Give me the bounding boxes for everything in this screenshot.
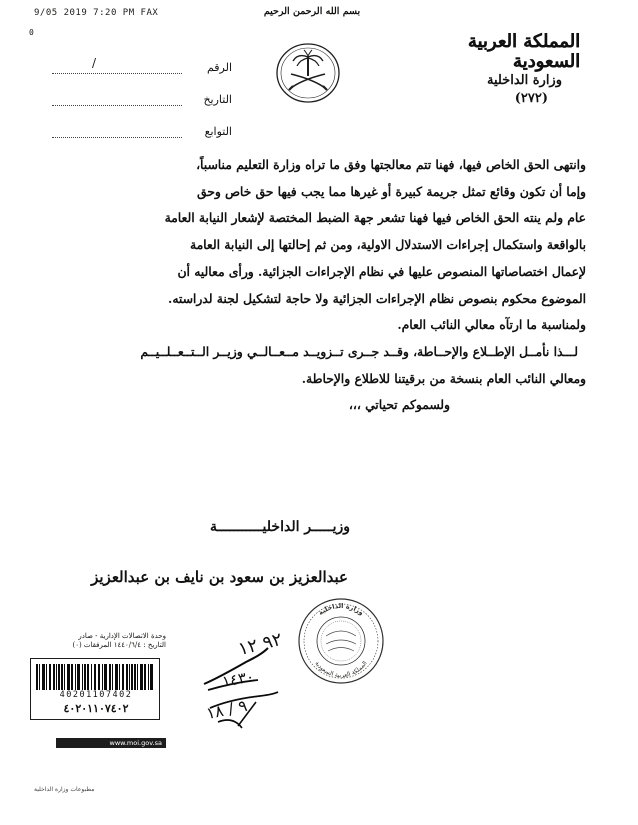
body-line: لإعمال اختصاصاتها المنصوص عليها في نظام الإجراءات الجزائية. ورأى معاليه أن bbox=[177, 263, 586, 279]
ref-row-number bbox=[52, 42, 232, 74]
barcode-bar bbox=[58, 664, 60, 690]
barcode-bar bbox=[137, 664, 138, 690]
receipt-label bbox=[30, 632, 166, 650]
barcode-bar bbox=[71, 664, 73, 690]
barcode-bar bbox=[77, 664, 80, 690]
handwritten-note-3: ٩ / ١٨ bbox=[204, 695, 249, 724]
barcode-bar bbox=[104, 664, 107, 690]
body-line: ومعالي النائب العام بنسخة من برقيتنا للاطلاع والإحاطة. bbox=[301, 370, 586, 386]
barcode-bar bbox=[119, 664, 120, 690]
letterhead-ministry bbox=[410, 32, 580, 108]
receipt-line-1: وحدة الاتصالات الإدارية - صادر bbox=[78, 632, 166, 640]
ref-number-label: الرقم bbox=[206, 61, 232, 74]
ref-date-label: التاريخ bbox=[203, 93, 232, 106]
ref-attachments-line bbox=[52, 124, 182, 138]
barcode-bar bbox=[126, 664, 128, 690]
barcode-bar bbox=[98, 664, 100, 690]
letterhead-ministry-name: وزارة الداخلية bbox=[486, 73, 562, 88]
body-line: لـــذا نأمــل الإطــلاع والإحــاطة، وقــد جــرى تــزويــد مــعــالــي وزيــر الــتــعــلــيــم bbox=[140, 343, 578, 359]
body-line: بالواقعة واستكمال إجراءات الاستدلال الاولية، ومن ثم إحالتها إلى النيابة العامة bbox=[190, 237, 586, 253]
body-line: عام ولم ينته الحق الخاص فيها فهنا تشعر جهة الضبط المختصة لإشعار النيابة العامة bbox=[164, 210, 586, 226]
closing-greeting: ولسموكم تحياتي ،،، bbox=[348, 397, 450, 413]
barcode-bar bbox=[49, 664, 51, 690]
barcode-bar bbox=[129, 664, 130, 690]
barcode-bar bbox=[42, 664, 45, 690]
body-line: وإما أن تكون وقائع تمثل جريمة كبيرة أو غيرها مما يجب فيها حق خاص وحق bbox=[196, 183, 586, 199]
minister-title: وزيـــــر الداخليـــــــــــة bbox=[209, 519, 350, 535]
barcode-bar bbox=[122, 664, 124, 690]
ref-row-date bbox=[52, 74, 232, 106]
barcode-bar bbox=[148, 664, 149, 690]
body-line: ولمناسبة ما ارتآه معالي النائب العام. bbox=[397, 317, 586, 333]
barcode-bar bbox=[102, 664, 103, 690]
handwritten-note-2: ١٤٣٠ bbox=[220, 667, 256, 691]
barcode-bar bbox=[82, 664, 83, 690]
barcode-bar bbox=[46, 664, 47, 690]
reference-fields bbox=[52, 42, 232, 138]
margin-mark: 0 bbox=[29, 28, 34, 37]
barcode-bar bbox=[75, 664, 76, 690]
barcode-bar bbox=[56, 664, 57, 690]
barcode-bar bbox=[87, 664, 89, 690]
ref-attachments-label: التوابع bbox=[204, 125, 232, 138]
barcode-digits: 40201107402 bbox=[59, 690, 133, 700]
basmala-header: بسم الله الرحمن الرحيم bbox=[263, 6, 361, 17]
barcode-arabic-digits: ٤٠٢٠١١٠٧٤٠٢ bbox=[63, 702, 129, 715]
barcode-bar bbox=[115, 664, 118, 690]
body-line: الموضوع محكوم بنصوص نظام الإجراءات الجزائية ولا حاجة لتشكيل لجنة لدراسته. bbox=[168, 290, 586, 306]
letterhead-kingdom: المملكة العربية السعودية bbox=[467, 31, 580, 72]
body-line: وانتهى الحق الخاص فيها، فهنا تتم معالجتها وفق ما تراه وزارة التعليم مناسباً، bbox=[196, 157, 586, 172]
barcode-bar bbox=[39, 664, 40, 690]
website-label: www.moi.gov.sa bbox=[56, 738, 166, 748]
barcode-bar bbox=[131, 664, 133, 690]
svg-text:المملكة العربية السعودية bbox=[313, 660, 369, 679]
footer-mark: مطبوعات وزارة الداخلية bbox=[34, 786, 95, 793]
barcode-bar bbox=[91, 664, 92, 690]
barcode-bar bbox=[36, 664, 38, 690]
ref-row-attachments bbox=[52, 106, 232, 138]
saudi-emblem-icon bbox=[275, 42, 341, 104]
handwritten-note-1: ٩٢ ١٢ bbox=[236, 628, 285, 661]
barcode-bar bbox=[134, 664, 136, 690]
ref-date-line bbox=[52, 92, 182, 106]
barcode-bar bbox=[53, 664, 55, 690]
letter-body bbox=[38, 152, 586, 419]
barcode-bar bbox=[112, 664, 113, 690]
barcode-bar bbox=[94, 664, 96, 690]
barcode-bar bbox=[109, 664, 111, 690]
barcode-bar bbox=[67, 664, 70, 690]
barcode-bar bbox=[150, 664, 153, 690]
barcode-bar bbox=[144, 664, 146, 690]
barcode-bar bbox=[64, 664, 65, 690]
receipt-line-2: التاريخ : ١٤٤٠/٦/٤ المرفقات (٠) bbox=[72, 641, 166, 649]
stamp-top-text: وزارة الداخلية bbox=[316, 601, 366, 617]
svg-text:وزارة الداخلية bbox=[317, 602, 365, 617]
fax-header: 9/05 2019 7:20 PM FAX bbox=[34, 8, 159, 18]
barcode-bar bbox=[84, 664, 86, 690]
official-stamp-icon bbox=[296, 596, 386, 686]
ref-number-value: / bbox=[92, 56, 97, 70]
barcode-bar bbox=[140, 664, 143, 690]
letterhead-code: (٢٧٢) bbox=[514, 91, 548, 106]
minister-name: عبدالعزيز بن سعود بن نايف بن عبدالعزيز bbox=[91, 568, 348, 586]
barcode-bar bbox=[61, 664, 63, 690]
stamp-bottom-text: المملكة العربية السعودية bbox=[313, 659, 369, 680]
ref-number-line bbox=[52, 56, 182, 74]
